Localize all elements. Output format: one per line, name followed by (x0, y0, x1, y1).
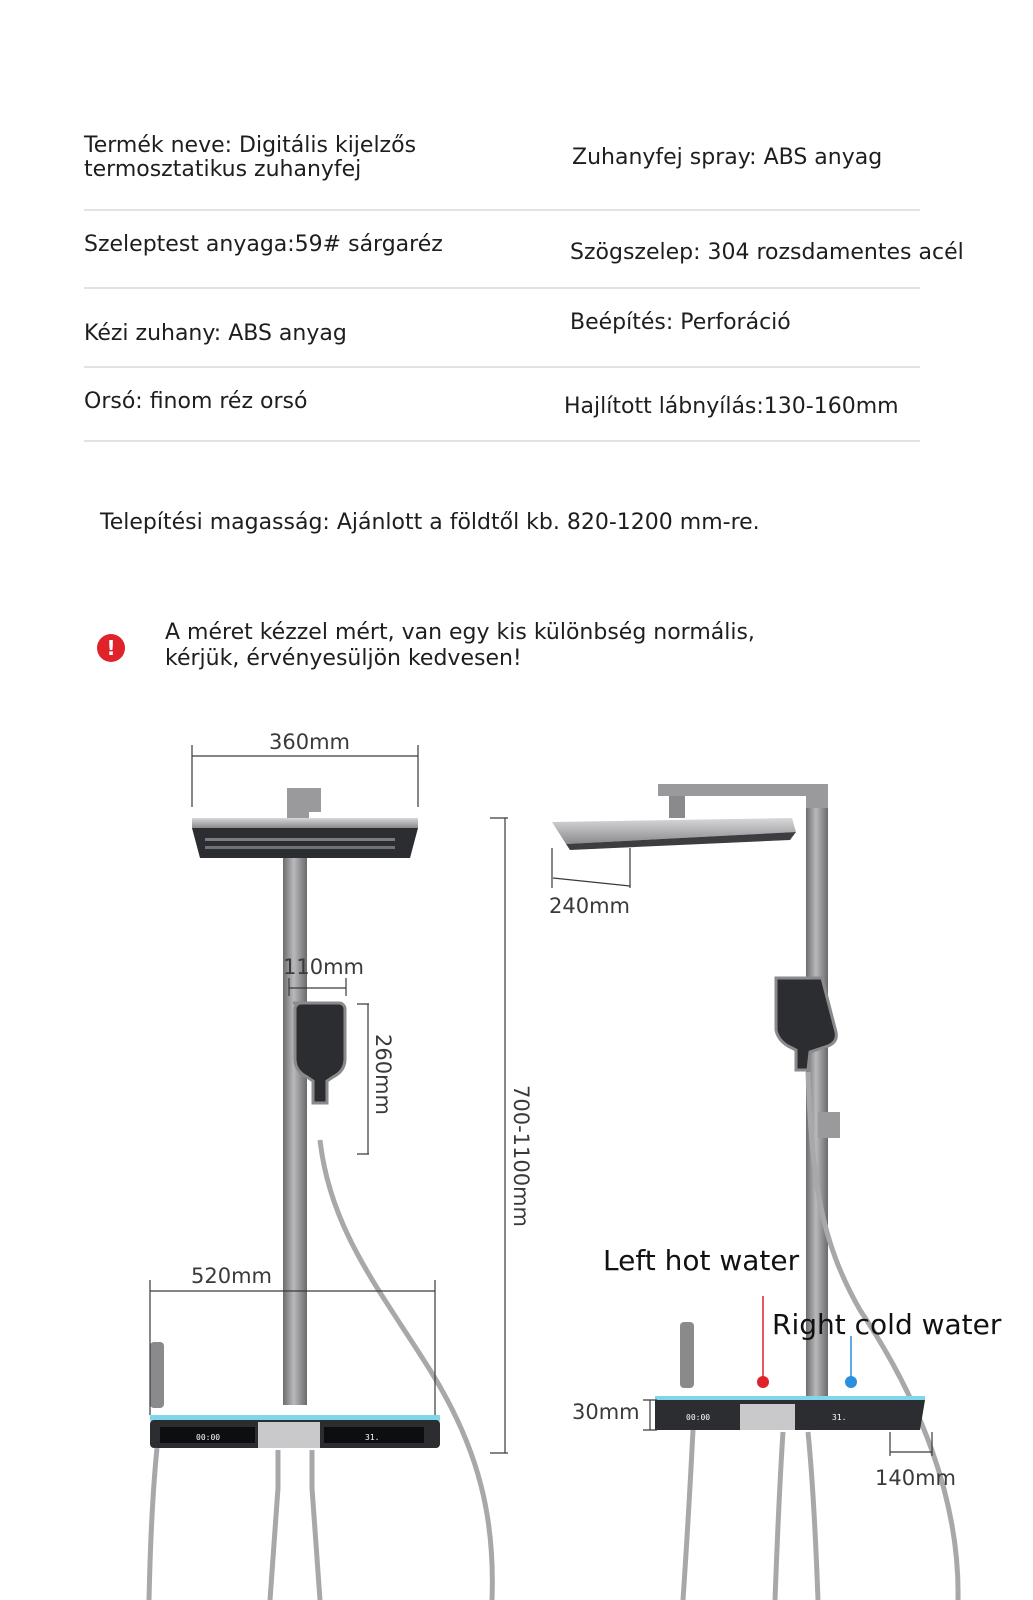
spec-installation: Beépítés: Perforáció (570, 310, 791, 335)
spec-spray: Zuhanyfej spray: ABS anyag (572, 145, 883, 170)
spec-product-name-line1: Termék neve: Digitális kijelzős (84, 133, 417, 158)
side-knob-block (740, 1404, 795, 1430)
side-bracket (818, 1112, 840, 1138)
front-view (149, 745, 508, 1600)
dim-handset-width: 110mm (283, 955, 364, 979)
side-dimension-lines (552, 848, 932, 1456)
front-pipe (283, 845, 307, 1405)
dim-head-depth: 240mm (549, 894, 630, 918)
spec-hand-shower: Kézi zuhany: ABS anyag (84, 321, 347, 346)
front-inlet-pipes (149, 1448, 320, 1600)
side-spray (680, 1322, 694, 1388)
front-knob-block (258, 1422, 320, 1448)
dim-head-width: 360mm (269, 730, 350, 754)
side-display-left: 00:00 (686, 1413, 711, 1422)
front-arm (287, 788, 321, 822)
warning-icon: ! (97, 634, 125, 662)
install-height-note: Telepítési magasság: Ajánlott a földtől kb. 820-1200 mm-re. (100, 510, 760, 535)
front-head-top (192, 818, 418, 828)
spec-product-name-line2: termosztatikus zuhanyfej (84, 157, 362, 182)
warning-line2: kérjük, érvényesüljön kedvesen! (165, 646, 522, 671)
label-right-cold-water: Right cold water (772, 1308, 1002, 1341)
label-left-hot-water: Left hot water (603, 1244, 800, 1277)
front-head (192, 828, 418, 858)
front-hose (320, 1140, 492, 1600)
front-display-left: 00:00 (196, 1433, 221, 1442)
hot-water-dot (757, 1376, 769, 1388)
dim-shelf-width: 520mm (191, 1264, 272, 1288)
warning-line1: A méret kézzel mért, van egy kis különbség normális, (165, 620, 755, 645)
front-display-right: 31. (365, 1433, 380, 1442)
cold-water-dot (845, 1376, 857, 1388)
side-inlet-pipes (683, 1430, 818, 1600)
dim-shelf-depth: 140mm (875, 1466, 956, 1490)
side-head-stem (669, 796, 685, 818)
dim-shelf-height: 30mm (572, 1400, 640, 1424)
side-display-right: 31. (832, 1413, 847, 1422)
dim-handset-length: 260mm (371, 1034, 395, 1115)
spec-spindle: Orsó: finom réz orsó (84, 389, 308, 414)
spec-angle-valve: Szögszelep: 304 rozsdamentes acél (570, 240, 964, 265)
front-side-spray (150, 1342, 164, 1408)
dim-height-range: 700-1100mm (509, 1085, 533, 1228)
spec-leg-opening: Hajlított lábnyílás:130-160mm (564, 394, 899, 419)
spec-valve-body: Szeleptest anyaga:59# sárgaréz (84, 232, 443, 257)
